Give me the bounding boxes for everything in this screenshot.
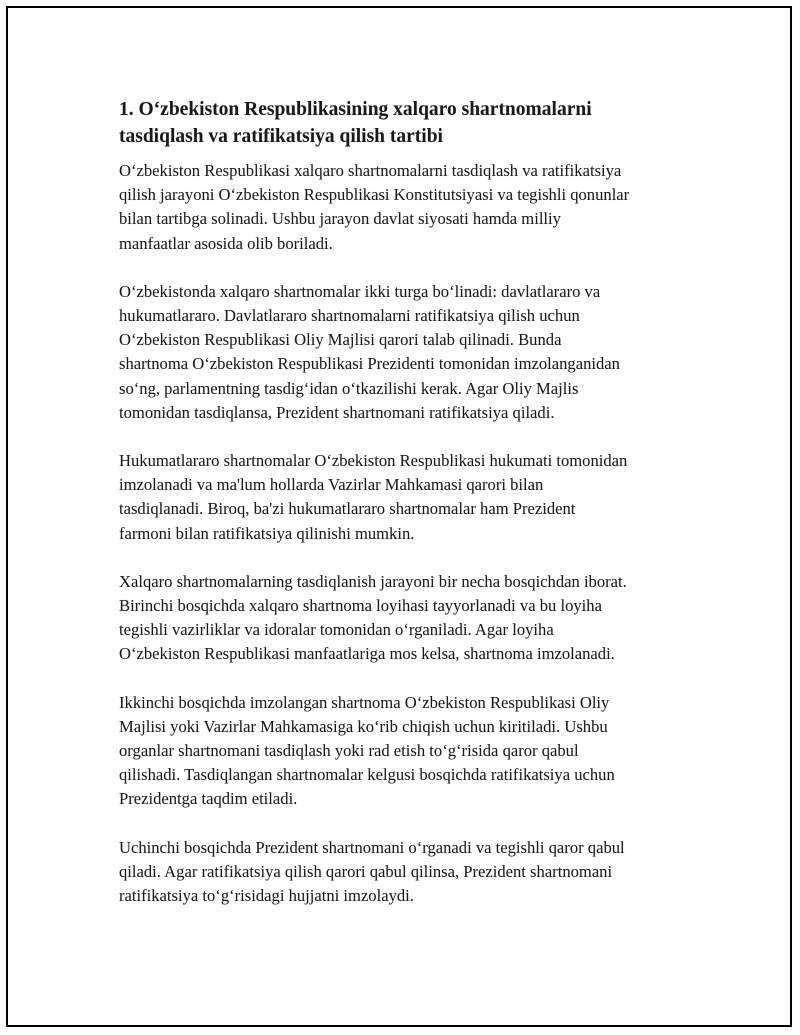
paragraph-3: Hukumatlararo shartnomalar O‘zbekiston Respublikasi hukumati tomonidan imzolanadi va ma'lum hollarda Vazirlar Mahkamasi qarori bilan tasdiqlanadi. Biroq, ba'zi hukumatlararo shartnomalar ham Prezident farmoni bilan ratifikatsiya qilinishi mumkin.: [119, 451, 628, 543]
paragraph-6: Uchinchi bosqichda Prezident shartnomani o‘rganadi va tegishli qaror qabul qiladi. Agar ratifikatsiya qilish qarori qabul qilinsa, Prezident shartnomani ratifikatsiya to‘g‘risidagi hujjatni imzolaydi.: [119, 837, 625, 906]
paragraph-1: O‘zbekiston Respublikasi xalqaro shartnomalarni tasdiqlash va ratifikatsiya qilish jarayoni O‘zbekiston Respublikasi Konstitutsiyasi va tegishli qonunlar bilan tartibga solinadi. Ushbu jarayon davlat siyosati hamda milliy manfaatlar asosida olib boriladi.: [119, 161, 630, 253]
section-heading: 1. O‘zbekiston Respublikasining xalqaro shartnomalarni tasdiqlash va ratifikatsiya qilish tartibi: [119, 99, 592, 147]
document-body: [119, 96, 699, 932]
paragraph-2: O‘zbekistonda xalqaro shartnomalar ikki turga bo‘linadi: davlatlararo va hukumatlararo. Davlatlararo shartnomalarni ratifikatsiya qilish uchun O‘zbekiston Respublikasi Oliy Majlisi qarori talab qilinadi. Bunda shartnoma O‘zbekiston Respublikasi Prezidenti tomonidan imzolanganidan so‘ng, parlamentning tasdig‘idan o‘tkazilishi kerak. Agar Oliy Majlis tomonidan tasdiqlansa, Prezident shartnomani ratifikatsiya qiladi.: [119, 281, 620, 422]
paragraph-4: Xalqaro shartnomalarning tasdiqlanish jarayoni bir necha bosqichdan iborat. Birinchi bosqichda xalqaro shartnoma loyihasi tayyorlanadi va bu loyiha tegishli vazirliklar va idoralar tomonidan o‘rganiladi. Agar loyiha O‘zbekiston Respublikasi manfaatlariga mos kelsa, shartnoma imzolanadi.: [119, 571, 627, 664]
paragraph-5: Ikkinchi bosqichda imzolangan shartnoma O‘zbekiston Respublikasi Oliy Majlisi yoki Vazirlar Mahkamasiga ko‘rib chiqish uchun kiritiladi. Ushbu organlar shartnomani tasdiqlash yoki rad etish to‘g‘risida qaror qabul qilishadi. Tasdiqlangan shartnomalar kelgusi bosqichda ratifikatsiya uchun Prezidentga taqdim etiladi.: [119, 692, 615, 809]
document-page: [6, 6, 792, 1027]
